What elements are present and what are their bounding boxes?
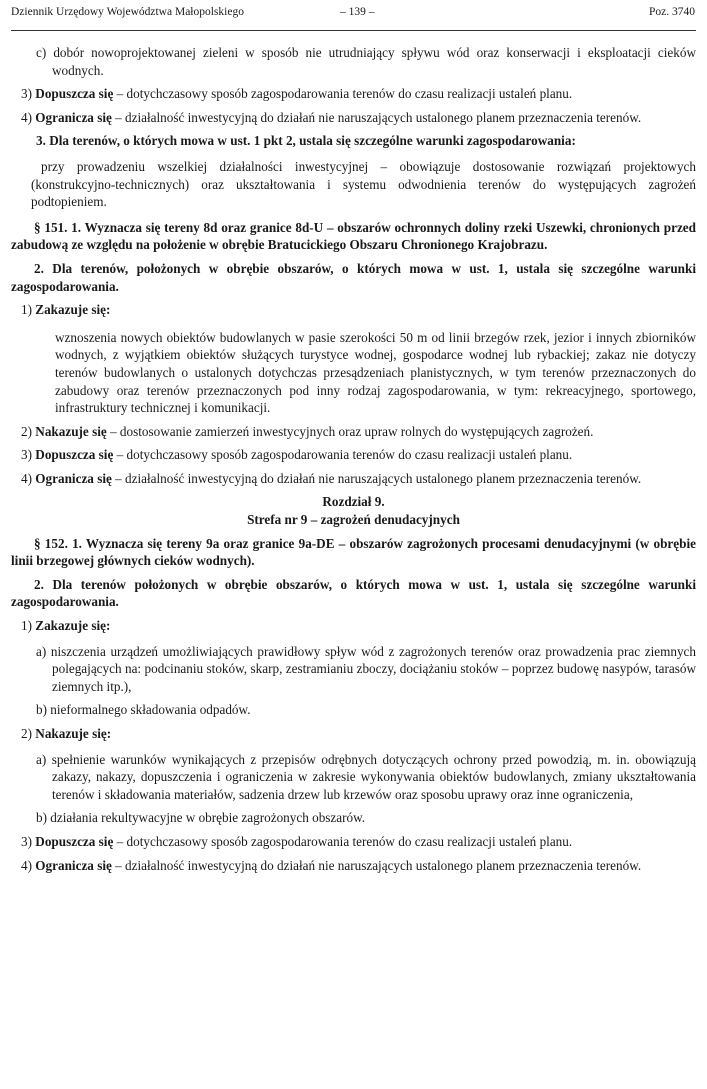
list-item-1-text: wznoszenia nowych obiektów budowlanych w pasie szerokości 50 m od linii brzegów rzek, jezior i innych zbiorników wodnych, z wyjątkiem obiektów służących turystyce wodnej, gospodarce wodnej lub rybackiej; zakaz nie dotyczy terenów budowlanych o ustalonych dotychczas przesądzeniach planistycznych, w tym terenów przeznaczonych do zabudowy oraz terenów przeznaczonych pod inny rodzaj zagospodarowania, w tym: rekreacyjnego, sportowego, infrastruktury technicznej i komunikacji. <box>55 329 696 416</box>
paragraph-heading-text: 3. Dla terenów, o których mowa w ust. 1 pkt 2, ustala się szczególne warunki zagospodarowania: <box>36 133 576 149</box>
item-text: – dotychczasowy sposób zagospodarowania terenów do czasu realizacji ustaleń planu. <box>113 833 573 849</box>
list-item-4 <box>11 470 696 488</box>
list-item-3 <box>11 833 696 851</box>
section-heading-text: § 151. 1. Wyznacza się tereny 8d oraz granice 8d-U – obszarów ochronnych doliny rzeki Uszewki, chronionych przed zabudową ze względu na położenie w obrębie Bratucickiego Obszaru Chronionego Krajobrazu. <box>11 219 696 253</box>
item-marker: 4) <box>21 470 32 486</box>
list-item-2 <box>11 423 696 441</box>
section-152-heading <box>11 535 696 570</box>
list-item-a <box>11 643 696 696</box>
item-marker: b) <box>36 702 47 718</box>
item-keyword: Zakazuje się: <box>35 302 111 318</box>
item-keyword: Nakazuje się <box>35 423 107 439</box>
list-item-c <box>11 44 696 79</box>
item-text: – działalność inwestycyjną do działań nie naruszających ustalonego planem przeznaczenia terenów. <box>111 109 642 125</box>
item-marker: 4) <box>21 109 32 125</box>
item-keyword: Dopuszcza się <box>35 447 114 463</box>
list-item-3 <box>11 85 696 103</box>
list-item-3 <box>11 446 696 464</box>
item-text: – działalność inwestycyjną do działań nie naruszających ustalonego planem przeznaczenia terenów. <box>111 470 642 486</box>
item-text: działania rekultywacyjne w obrębie zagrożonych obszarów. <box>50 810 366 826</box>
item-text: – dostosowanie zamierzeń inwestycyjnych oraz upraw rolnych do występujących zagrożeń. <box>106 423 594 439</box>
item-text: – działalność inwestycyjną do działań nie naruszających ustalonego planem przeznaczenia terenów. <box>111 857 642 873</box>
paragraph-heading <box>11 132 696 150</box>
item-marker: a) <box>36 643 47 659</box>
list-item-1 <box>11 617 696 635</box>
item-text: – dotychczasowy sposób zagospodarowania terenów do czasu realizacji ustaleń planu. <box>113 86 573 102</box>
item-marker: 3) <box>21 86 32 102</box>
item-marker: b) <box>36 810 47 826</box>
item-text: nieformalnego składowania odpadów. <box>50 702 251 718</box>
chapter-title: Rozdział 9. <box>322 494 385 510</box>
item-marker: c) <box>36 45 47 60</box>
section-152-paragraph-2 <box>11 576 696 611</box>
item-marker: a) <box>36 751 47 767</box>
section-151-paragraph-2 <box>11 260 696 295</box>
list-item-2 <box>11 725 696 743</box>
item-keyword: Nakazuje się: <box>35 726 112 741</box>
item-keyword: Ogranicza się <box>35 857 112 873</box>
paragraph-text: 2. Dla terenów położonych w obrębie obszarów, o których mowa w ust. 1, ustala się szczególne warunki zagospodarowania. <box>11 576 696 610</box>
page-header <box>11 0 696 31</box>
item-keyword: Ogranicza się <box>35 109 112 125</box>
list-item-4 <box>11 109 696 127</box>
paragraph-text: przy prowadzeniu wszelkiej działalności inwestycyjnej – obowiązuje dostosowanie rozwiązań projektowych (konstrukcyjno-technicznych) oraz ukształtowania i systemu odwodnienia terenów do występujących zagrożeń podtopieniem. <box>31 158 696 210</box>
item-marker: 1) <box>21 302 32 318</box>
list-item-1 <box>11 301 696 319</box>
list-item-a <box>11 751 696 804</box>
item-keyword: Zakazuje się: <box>35 618 111 634</box>
item-text: dobór nowoprojektowanej zieleni w sposób nie utrudniający spływu wód oraz konserwacji i eksploatacji cieków wodnych. <box>52 45 696 78</box>
item-marker: 1) <box>21 618 32 634</box>
page-number: – 139 – <box>340 6 375 18</box>
list-item-4 <box>11 857 696 875</box>
item-keyword: Ogranicza się <box>35 470 112 486</box>
item-keyword: Dopuszcza się <box>35 86 114 102</box>
item-marker: 2) <box>21 726 32 741</box>
item-marker: 2) <box>21 423 32 439</box>
item-marker: 4) <box>21 857 32 873</box>
item-text: niszczenia urządzeń umożliwiających prawidłowy spływ wód z zagrożonych terenów oraz prowadzenia prac ziemnych polegających na: podcinaniu stoków, skarp, zestramianiu zboczy, dociążaniu stoków – poprzez budowę nasypów, tarasów ziemnych itp.), <box>50 643 697 694</box>
list-item-b <box>11 701 696 719</box>
position-number: Poz. 3740 <box>649 6 695 18</box>
paragraph-text: 2. Dla terenów, położonych w obrębie obszarów, o których mowa w ust. 1, ustala się szczególne warunki zagospodarowania. <box>11 260 696 294</box>
section-151-heading <box>11 219 696 254</box>
item-keyword: Dopuszcza się <box>35 833 114 849</box>
item-text: – dotychczasowy sposób zagospodarowania terenów do czasu realizacji ustaleń planu. <box>113 447 573 463</box>
list-item-b <box>11 809 696 827</box>
item-marker: 3) <box>21 833 32 849</box>
page-content <box>11 31 696 874</box>
journal-title: Dziennik Urzędowy Województwa Małopolskiego <box>11 6 244 18</box>
section-heading-text: § 152. 1. Wyznacza się tereny 9a oraz granice 9a-DE – obszarów zagrożonych procesami denudacyjnymi (w obrębie linii brzegowej głównych cieków wodnych). <box>11 535 696 569</box>
item-marker: 3) <box>21 447 32 463</box>
item-text: spełnienie warunków wynikających z przepisów odrębnych dotyczących ochrony przed powodzią, m. in. obowiązują zakazy, nakazy, dopuszczenia i ograniczenia w zakresie wykonywania obiektów budowlanych, zmiany ukształtowania terenów i składowania materiałów, sadzenia drzew lub krzewów oraz sposobu uprawy oraz inne ograniczenia, <box>51 751 697 802</box>
chapter-subtitle: Strefa nr 9 – zagrożeń denudacyjnych <box>247 512 460 528</box>
